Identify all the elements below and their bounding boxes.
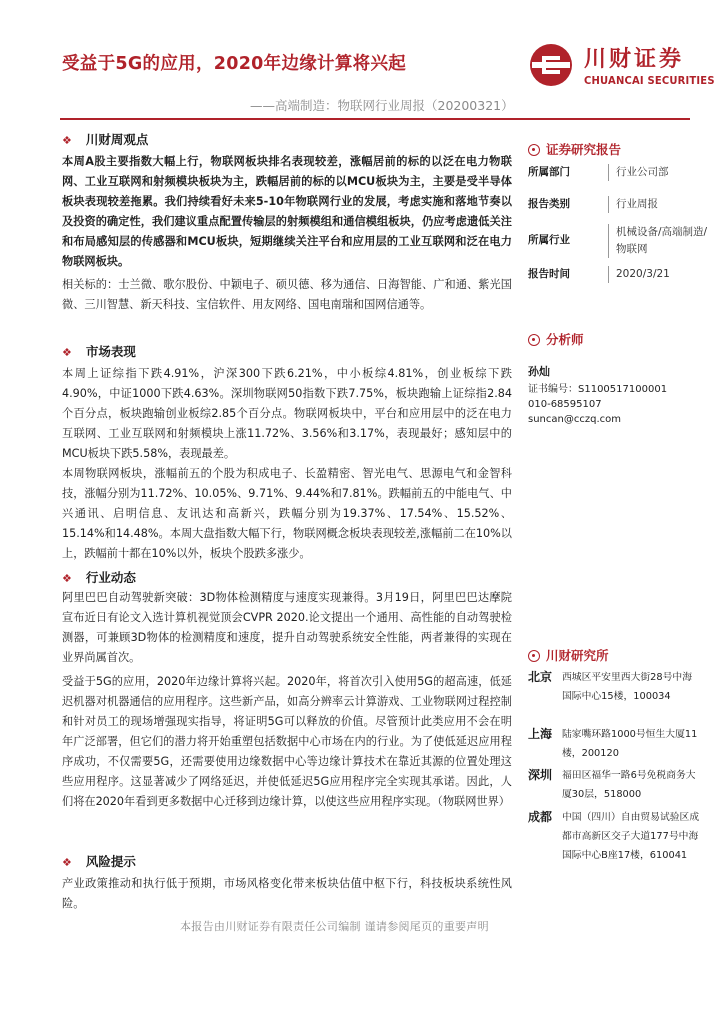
report-info-value: 行业周报 (608, 196, 708, 213)
report-info-label: 报告类别 (528, 198, 570, 210)
report-info-value: 2020/3/21 (608, 266, 708, 283)
section-heading-market: ❖ 市场表现 (62, 344, 136, 359)
office-city: 成都 (528, 810, 553, 824)
office-address: 福田区福华一路6号免税商务大厦30层，518000 (562, 770, 696, 800)
company-logo (528, 40, 715, 90)
office-city: 深圳 (528, 768, 553, 782)
logo-text-cn: 川财证券 (584, 47, 685, 72)
logo-emblem-icon (528, 42, 574, 88)
header-divider (60, 118, 690, 120)
office-addresses (528, 668, 700, 908)
market-performance-text: 本周上证综指下跌4.91%，沪深300下跌6.21%，中小板综4.81%，创业板综下跌4.90%，中证1000下跌4.63%。深圳物联网50指数下跌7.75%，板块跑输上证综指2.84个百分点，板块跑输创业板综2.85个百分点。物联网板块中，平台和应用层中的泛在电力互联网、工业互联网和射频模块上涨11.72%、3.56%和3.17%，表现最好；感知层中的MCU板块下跌5.58%，表现最差。 (62, 367, 512, 460)
institute-heading: 川财研究所 (528, 646, 700, 664)
page-title: 受益于5G的应用，2020年边缘计算将兴起 (62, 54, 407, 74)
stock-movers-text: 本周物联网板块，涨幅前五的个股为积成电子、长盈精密、智光电气、思源电气和金智科技，涨幅分别为11.72%、10.05%、9.71%、9.44%和7.81%。跌幅前五的中能电气、中兴通讯、启明信息、友讯达和高新兴，跌幅分别为19.37%、17.54%、15.52%、15.14%和14.48%。本周大盘指数大幅下行，物联网概念板块表现较差,涨幅前二在10%以上，跌幅前十都在10%以外，板块个股跌多涨少。 (62, 467, 512, 560)
analyst-heading: 分析师 (528, 330, 700, 348)
circle-bullet-icon (528, 144, 540, 156)
report-info-value: 行业公司部 (608, 164, 708, 181)
analyst-name: 孙灿 (528, 365, 550, 378)
footer-disclaimer: 本报告由川财证券有限责任公司编制 谨请参阅尾页的重要声明 (180, 920, 489, 933)
report-info-heading: 证券研究报告 (528, 140, 700, 158)
office-address: 陆家嘴环路1000号恒生大厦11楼，200120 (562, 729, 698, 759)
circle-bullet-icon (528, 650, 540, 662)
report-info-label: 所属行业 (528, 234, 570, 246)
report-info-table (528, 162, 708, 282)
office-city: 北京 (528, 670, 553, 684)
report-info-value: 机械设备/高端制造/物联网 (608, 224, 708, 258)
diamond-bullet-icon: ❖ (62, 134, 72, 147)
diamond-bullet-icon: ❖ (62, 572, 72, 585)
section-heading-weekly-view: ❖ 川财周观点 (62, 132, 149, 147)
analyst-license: 证书编号：S1100517100001 (528, 384, 668, 395)
related-stocks-text: 相关标的：士兰微、歌尔股份、中颖电子、硕贝德、移为通信、日海智能、广和通、紫光国微、三川智慧、新天科技、宝信软件、用友网络、国电南瑞和国网信通等。 (62, 278, 512, 311)
circle-bullet-icon (528, 334, 540, 346)
office-address: 西城区平安里西大街28号中海国际中心15楼，100034 (562, 672, 693, 702)
industry-news-edge-computing: 受益于5G的应用，2020年边缘计算将兴起。2020年，将首次引入使用5G的超高速，低延迟机器对机器通信的应用程序。这些新产品，如高分辨率云计算游戏、工业物联网过程控制和针对员工的现场增强现实指导，将证明5G可以释放的价值。尽管预计此类应用不会在明年广泛部署，但它们的潜力将开始重塑包括数据中心市场在内的行业。为了使低延迟应用程序成功，不仅需要5G，还需要使用边缘数据中心等边缘计算技术在靠近其源的位置处理这些应用程序。这显著减少了网络延迟，并使低延迟5G应用程序完全实现其承诺。因此，人们将在2020年看到更多数据中心迁移到边缘计算，以使这些应用程序实现。（物联网世界） (62, 675, 512, 808)
weekly-view-summary: 本周A股主要指数大幅上行，物联网板块排名表现较差，涨幅居前的标的以泛在电力物联网、工业互联网和射频模块板块为主，跌幅居前的标的以MCU板块为主，主要是受半导体板块表现较差拖累。我们持续看好未来5-10年物联网行业的发展，考虑实施和落地节奏以及投资的确定性，我们建议重点配置传输层的射频模组和通信模组板块，仍应考虑遗低关注和布局感知层的传感器和MCU板块，短期继续关注平台和应用层的工业互联网和泛在电力物联网板块。 (62, 155, 512, 268)
report-info-label: 所属部门 (528, 166, 570, 178)
logo-text-en: CHUANCAI SECURITIES (584, 75, 715, 87)
analyst-email[interactable]: suncan@cczq.com (528, 414, 621, 425)
office-address: 中国（四川）自由贸易试验区成都市高新区交子大道177号中海国际中心B座17楼，610041 (562, 812, 700, 861)
section-heading-industry: ❖ 行业动态 (62, 570, 136, 585)
industry-news-alibaba: 阿里巴巴自动驾驶新突破：3D物体检测精度与速度实现兼得。3月19日，阿里巴巴达摩院宣布近日有论文入选计算机视觉顶会CVPR 2020.论文提出一个通用、高性能的自动驾驶检测器，可兼顾3D物体的检测精度和速度，提升自动驾驶系统安全性能，两者兼得的实现在业界尚属首次。 (62, 591, 512, 664)
page-subtitle: ——高端制造：物联网行业周报（20200321） (250, 98, 514, 113)
risk-text: 产业政策推动和执行低于预期，市场风格变化带来板块估值中枢下行，科技板块系统性风险。 (62, 877, 512, 910)
analyst-phone: 010-68595107 (528, 399, 602, 410)
section-heading-risk: ❖ 风险提示 (62, 854, 136, 869)
diamond-bullet-icon: ❖ (62, 346, 72, 359)
report-info-label: 报告时间 (528, 268, 570, 280)
office-city: 上海 (528, 727, 553, 741)
diamond-bullet-icon: ❖ (62, 856, 72, 869)
